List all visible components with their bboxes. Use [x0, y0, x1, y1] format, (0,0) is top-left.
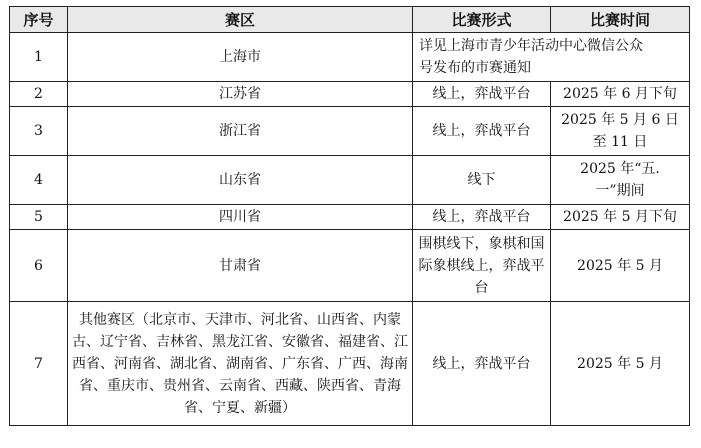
row-index: 7 [10, 302, 68, 426]
table-row [10, 302, 690, 426]
row-index: 1 [10, 33, 68, 82]
table-row [10, 156, 690, 205]
row-index: 4 [10, 156, 68, 205]
competition-schedule-table [9, 6, 690, 426]
row-time: 2025 年“五.一”期间 [551, 156, 690, 205]
row-region: 山东省 [68, 156, 413, 205]
row-format: 线上，弈战平台 [413, 205, 551, 230]
row-region: 江苏省 [68, 82, 413, 107]
row-detail: 详见上海市青少年活动中心微信公众号发布的市赛通知 [413, 33, 690, 82]
table-row [10, 205, 690, 230]
row-region: 四川省 [68, 205, 413, 230]
header-index: 序号 [10, 7, 68, 33]
row-time: 2025 年 5 月 [551, 302, 690, 426]
header-format: 比赛形式 [413, 7, 551, 33]
row-time: 2025 年 6 月下旬 [551, 82, 690, 107]
row-index: 6 [10, 230, 68, 302]
row-time: 2025 年 5 月 6 日至 11 日 [551, 107, 690, 156]
row-time: 2025 年 5 月 [551, 230, 690, 302]
row-region: 上海市 [68, 33, 413, 82]
row-index: 3 [10, 107, 68, 156]
row-region: 其他赛区（北京市、天津市、河北省、山西省、内蒙古、辽宁省、吉林省、黑龙江省、安徽省、福建省、江西省、河南省、湖北省、湖南省、广东省、广西、海南省、重庆市、贵州省、云南省、西藏、陕西省、青海省、宁夏、新疆） [68, 302, 413, 426]
table-row [10, 107, 690, 156]
row-region: 甘肃省 [68, 230, 413, 302]
row-format: 线上，弈战平台 [413, 107, 551, 156]
table-row [10, 33, 690, 82]
row-region: 浙江省 [68, 107, 413, 156]
table-row [10, 82, 690, 107]
row-format: 线上，弈战平台 [413, 302, 551, 426]
row-format: 线上，弈战平台 [413, 82, 551, 107]
row-index: 5 [10, 205, 68, 230]
row-format: 线下 [413, 156, 551, 205]
header-region: 赛区 [68, 7, 413, 33]
row-index: 2 [10, 82, 68, 107]
row-format: 围棋线下，象棋和国际象棋线上，弈战平台 [413, 230, 551, 302]
table-header-row [10, 7, 690, 33]
table-row [10, 230, 690, 302]
header-time: 比赛时间 [551, 7, 690, 33]
row-time: 2025 年 5 月下旬 [551, 205, 690, 230]
